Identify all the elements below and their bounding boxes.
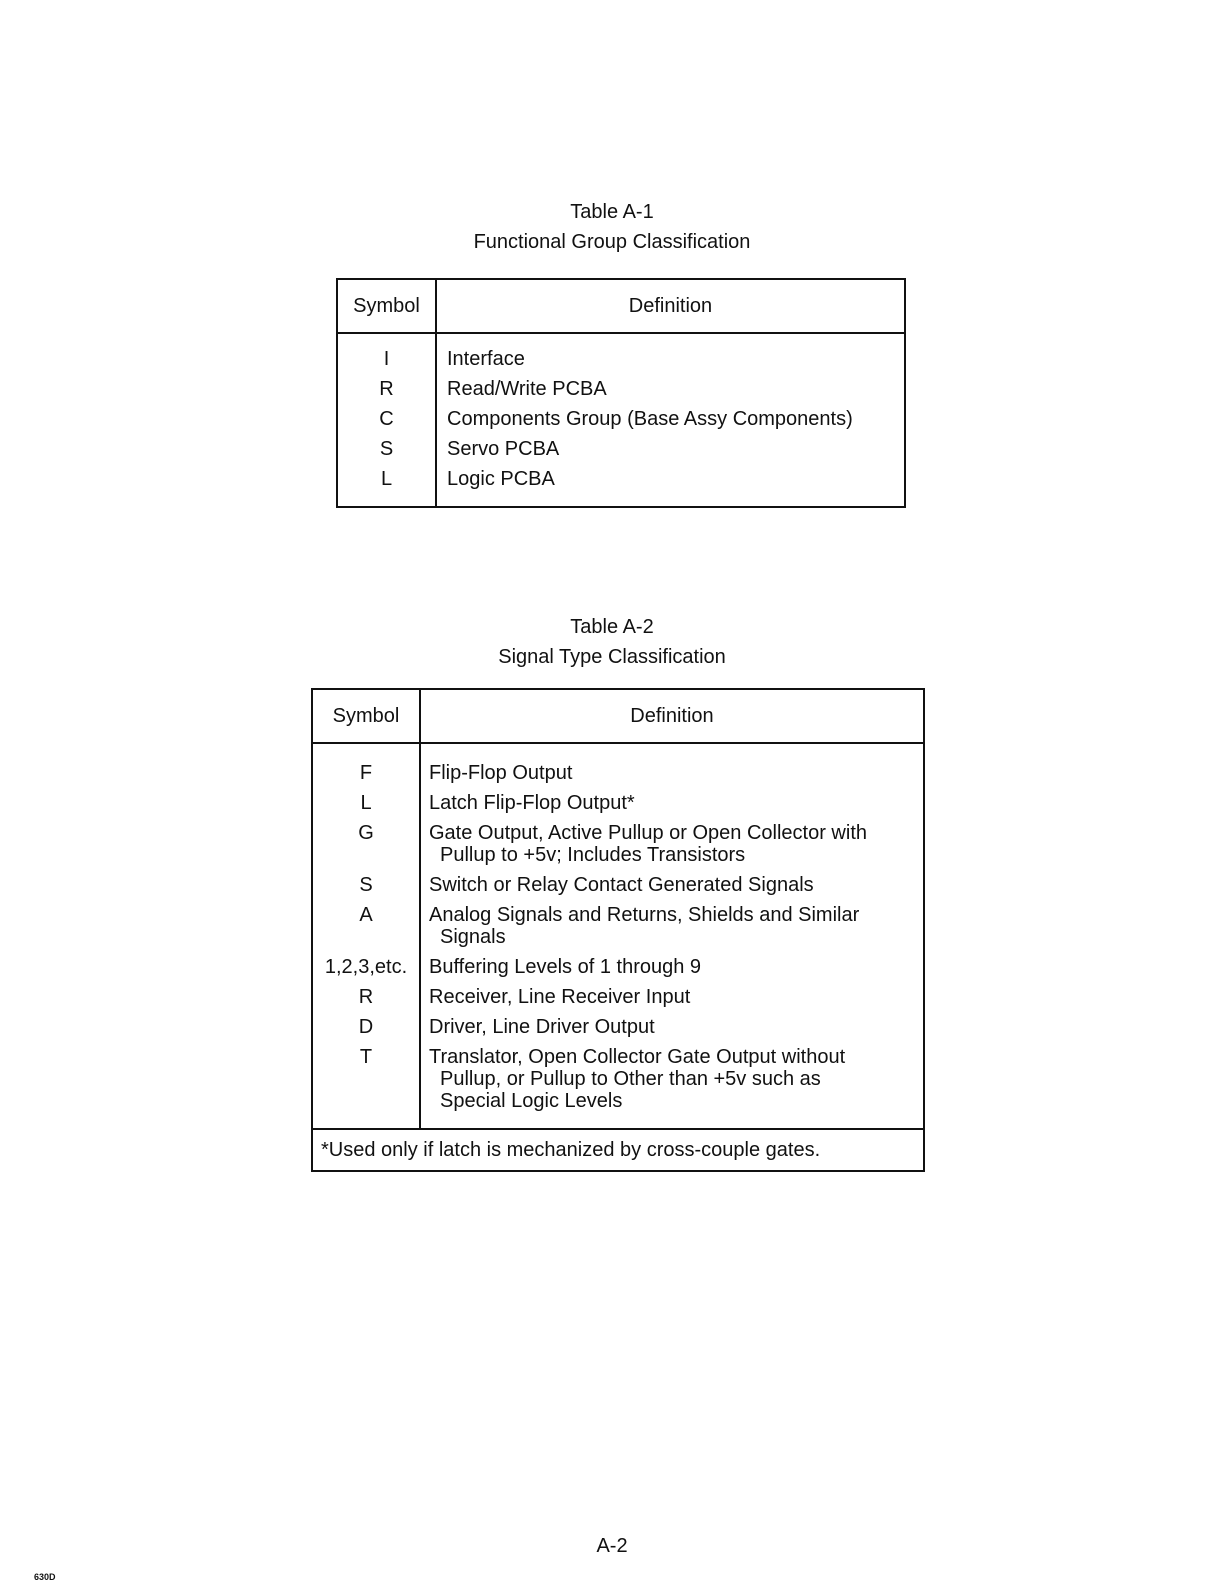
definition-line: Flip-Flop Output bbox=[429, 762, 573, 784]
definition-cell: Components Group (Base Assy Components) bbox=[447, 408, 853, 430]
symbol-cell: R bbox=[358, 986, 374, 1008]
definition-cell bbox=[429, 1012, 923, 1042]
definition-line: Special Logic Levels bbox=[440, 1090, 623, 1112]
definition-cell bbox=[429, 818, 923, 870]
symbol-cell: S bbox=[359, 874, 373, 896]
table-body-row bbox=[312, 743, 924, 1129]
symbol-column bbox=[312, 743, 420, 1129]
table-a1-label: Table A-1 bbox=[570, 201, 654, 223]
symbol-text: T bbox=[359, 1046, 373, 1068]
document-code: 630D bbox=[34, 1572, 56, 1582]
symbol-cell: I bbox=[383, 348, 390, 370]
symbol-text: A bbox=[359, 904, 373, 926]
symbol-cell: L bbox=[360, 792, 372, 814]
symbol-cell: R bbox=[379, 378, 394, 400]
definition-line: Switch or Relay Contact Generated Signals bbox=[429, 874, 814, 896]
table-a1-caption bbox=[0, 197, 1224, 257]
definition-line: Translator, Open Collector Gate Output without bbox=[429, 1046, 846, 1068]
symbol-column-header: Symbol bbox=[312, 689, 420, 743]
symbol-cell: S bbox=[379, 438, 394, 460]
definition-line: Latch Flip-Flop Output* bbox=[429, 792, 635, 814]
symbol-text: G bbox=[358, 822, 374, 844]
table-a2-caption bbox=[0, 612, 1224, 672]
definition-line: Pullup, or Pullup to Other than +5v such as bbox=[440, 1068, 821, 1090]
definition-line: Gate Output, Active Pullup or Open Collector with bbox=[429, 822, 867, 844]
symbol-cell: C bbox=[379, 408, 394, 430]
table-a1-title: Functional Group Classification bbox=[473, 231, 751, 253]
table-a2-label: Table A-2 bbox=[570, 616, 654, 638]
definition-line: Analog Signals and Returns, Shields and Similar bbox=[429, 904, 860, 926]
symbol-column-header: Symbol bbox=[337, 279, 436, 333]
symbol-cell bbox=[313, 900, 419, 952]
definition-cell bbox=[429, 952, 923, 982]
symbol-cell bbox=[313, 1042, 419, 1116]
table-header-row bbox=[312, 689, 924, 743]
symbol-cell: L bbox=[380, 468, 393, 490]
symbol-cell: F bbox=[359, 762, 373, 784]
definition-cell bbox=[429, 982, 923, 1012]
table-footnote: *Used only if latch is mechanized by cross-couple gates. bbox=[312, 1129, 924, 1171]
symbol-cell bbox=[313, 818, 419, 870]
definition-line: Driver, Line Driver Output bbox=[429, 1016, 655, 1038]
definition-cell: Servo PCBA bbox=[447, 438, 560, 460]
definition-cell bbox=[429, 758, 923, 788]
footnote-row bbox=[312, 1129, 924, 1171]
definition-column-header: Definition bbox=[420, 689, 924, 743]
symbol-cell: D bbox=[358, 1016, 374, 1038]
definition-cell bbox=[429, 788, 923, 818]
table-header-row bbox=[337, 279, 905, 333]
table-a2-title: Signal Type Classification bbox=[498, 646, 726, 668]
definition-cell: Read/Write PCBA bbox=[447, 378, 607, 400]
definition-cell bbox=[429, 1042, 923, 1116]
definition-cell: Logic PCBA bbox=[447, 468, 555, 490]
definition-cell bbox=[429, 870, 923, 900]
page-number: A-2 bbox=[596, 1535, 628, 1557]
definition-line: Receiver, Line Receiver Input bbox=[429, 986, 691, 1008]
definition-column-header: Definition bbox=[436, 279, 905, 333]
table-a2 bbox=[311, 688, 925, 1172]
definition-column bbox=[436, 333, 905, 507]
definition-column bbox=[420, 743, 924, 1129]
definition-cell bbox=[429, 900, 923, 952]
definition-line: Signals bbox=[440, 926, 506, 948]
table-a1 bbox=[336, 278, 906, 508]
definition-line: Buffering Levels of 1 through 9 bbox=[429, 956, 702, 978]
definition-line: Pullup to +5v; Includes Transistors bbox=[440, 844, 746, 866]
symbol-column bbox=[337, 333, 436, 507]
symbol-cell: 1,2,3,etc. bbox=[324, 956, 408, 978]
definition-cell: Interface bbox=[447, 348, 525, 370]
table-body-row bbox=[337, 333, 905, 507]
